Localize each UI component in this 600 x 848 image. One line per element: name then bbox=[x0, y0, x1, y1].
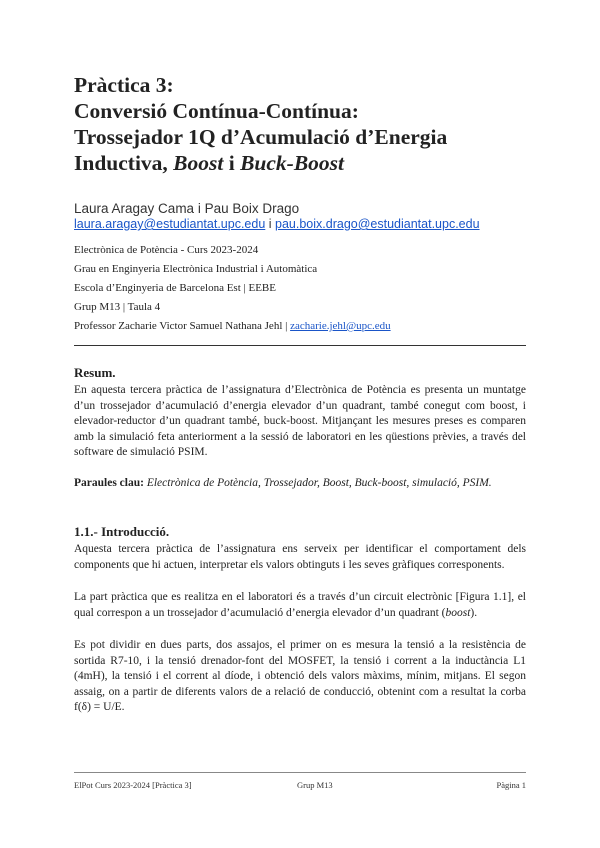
intro-paragraph-2 bbox=[74, 590, 526, 621]
email-link-pau[interactable]: pau.boix.drago@estudiantat.upc.edu bbox=[275, 217, 480, 231]
course-line: Electrònica de Potència - Curs 2023-2024 bbox=[74, 244, 259, 256]
title-line-4-prefix: Inductiva, bbox=[74, 151, 174, 175]
email-link-laura[interactable]: laura.aragay@estudiantat.upc.edu bbox=[74, 217, 266, 231]
keywords-list: Electrònica de Potència, Trossejador, Boost, Buck-boost, simulació, PSIM. bbox=[143, 477, 492, 489]
footer-page-number: Pàgina 1 bbox=[496, 780, 526, 790]
author-emails bbox=[74, 217, 480, 231]
abstract-text: En aquesta tercera pràctica de l’assignatura d’Electrònica de Potència es presenta un muntatge d’un trossejador d’acumulació d’energia elevador d’un quadrant, també conegut com boost, i elevador-reductor d’un quadrant també, buck-boost. Mitjançant les mesures preses es comparen amb la simulació feta anteriorment a la sessió de laboratori en les qüestions prèvies, a través del software de simulació PSIM. bbox=[74, 384, 526, 459]
title-line-1: Pràctica 3: bbox=[74, 73, 174, 97]
title-buck-boost: Buck-Boost bbox=[240, 151, 345, 175]
title-line-3: Trossejador 1Q d’Acumulació d’Energia bbox=[74, 125, 448, 149]
intro-paragraph-1: Aquesta tercera pràctica de l’assignatura ens serveix per identificar el comportament dels components que hi actuen, interpretar els valors obtinguts i les seves gràfiques corresponents. bbox=[74, 543, 526, 571]
abstract-heading: Resum. bbox=[74, 365, 116, 380]
degree-line: Grau en Enginyeria Electrònica Industrial i Automàtica bbox=[74, 263, 318, 275]
header-divider bbox=[74, 345, 526, 346]
professor-line bbox=[74, 317, 391, 336]
keywords-label: Paraules clau: bbox=[74, 477, 144, 489]
group-line: Grup M13 | Taula 4 bbox=[74, 301, 161, 313]
footer-center: Grup M13 bbox=[297, 780, 333, 790]
title-and: i bbox=[223, 151, 241, 175]
course-info bbox=[74, 241, 391, 336]
footer-left: ElPot Curs 2023-2024 [Pràctica 3] bbox=[74, 780, 192, 790]
keywords bbox=[74, 476, 526, 492]
footer-divider bbox=[74, 772, 526, 773]
title-boost: Boost bbox=[173, 151, 224, 175]
intro-p2-boost: boost bbox=[445, 606, 471, 619]
intro-heading: 1.1.- Introducció. bbox=[74, 524, 170, 539]
intro-paragraph-3: Es pot dividir en dues parts, dos assajos, el primer on es mesura la tensió a la resistència de sortida R7-10, i la tensió drenador-font del MOSFET, la tensió i corrent a la inductància L1 (4mH), la tensió i el corrent al díode, i obtenció dels valors màxims, mínim, mitjans. El segon assaig, on a partir de diferents valors de a relació de conducció, obtenint com a resultat la corba f(δ) = U/E. bbox=[74, 639, 526, 714]
intro-p2-text: La part pràctica que es realitza en el laboratori és a través d’un circuit electrònic [Figura 1.1], el qual correspon a un trossejador d’acumulació d’energia elevador d’un quadrant ( bbox=[74, 591, 526, 619]
email-separator: i bbox=[265, 217, 276, 231]
professor-email-link[interactable]: zacharie.jehl@upc.edu bbox=[290, 320, 391, 332]
school-line: Escola d’Enginyeria de Barcelona Est | EEBE bbox=[74, 282, 276, 294]
professor-name: Professor Zacharie Victor Samuel Nathana Jehl | bbox=[74, 320, 291, 332]
document-title bbox=[74, 72, 544, 176]
title-line-4 bbox=[74, 150, 544, 176]
authors: Laura Aragay Cama i Pau Boix Drago bbox=[74, 201, 300, 216]
title-line-2: Conversió Contínua-Contínua: bbox=[74, 99, 359, 123]
intro-p2-end: ). bbox=[470, 606, 478, 619]
